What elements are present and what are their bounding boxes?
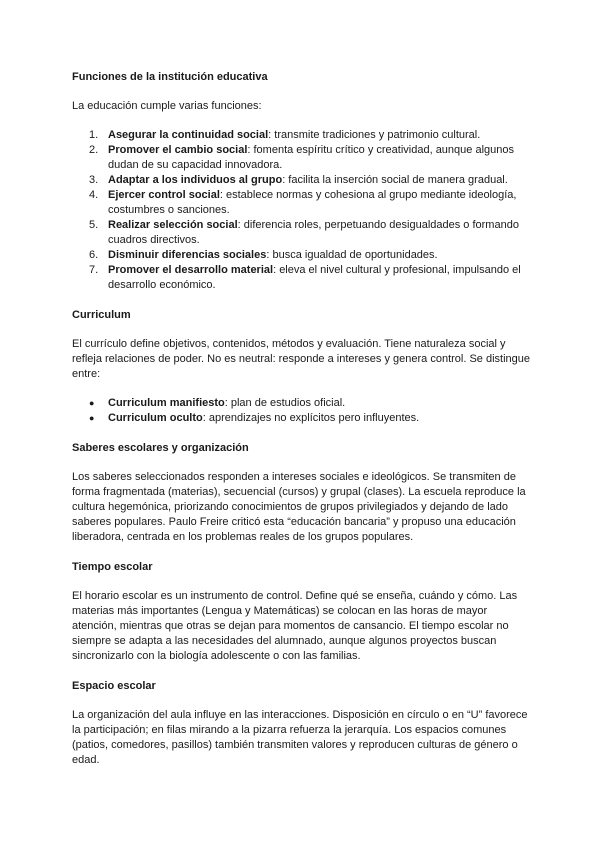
item-term: Curriculum oculto <box>108 412 203 424</box>
item-term: Promover el cambio social <box>108 144 248 156</box>
list-item <box>89 263 532 293</box>
list-number: 1. <box>89 129 99 141</box>
item-term: Adaptar a los individuos al grupo <box>108 174 283 186</box>
item-term: Realizar selección social <box>108 219 238 231</box>
item-text: : establece normas y cohesiona al grupo mediante ideología, costumbres o sanciones. <box>108 189 517 216</box>
page-title: Funciones de la institución educativa <box>72 71 268 83</box>
list-item <box>89 188 532 218</box>
saberes-heading: Saberes escolares y organización <box>72 442 249 454</box>
curriculum-list <box>72 396 532 426</box>
item-term: Promover el desarrollo material <box>108 264 274 276</box>
functions-list <box>72 128 532 293</box>
list-item <box>89 143 532 173</box>
item-text: : diferencia roles, perpetuando desigualdades o formando cuadros directivos. <box>108 219 519 246</box>
item-text: : busca igualdad de oportunidades. <box>266 249 438 261</box>
curriculum-paragraph: El currículo define objetivos, contenidos, métodos y evaluación. Tiene naturaleza social y refleja relaciones de poder. No es neutral: responde a intereses y genera control. Se distingue entre: <box>72 338 531 380</box>
list-item <box>89 411 532 426</box>
list-item <box>89 396 532 411</box>
item-term: Disminuir diferencias sociales <box>108 249 267 261</box>
bullet-icon: ● <box>89 413 95 423</box>
list-number: 6. <box>89 249 99 261</box>
saberes-paragraph: Los saberes seleccionados responden a intereses sociales e ideológicos. Se transmiten de forma fragmentada (materias), secuencial (cursos) y grupal (clases). La escuela reproduce la cultura hegemónica, priorizando conocimientos de grupos privilegiados y dejando de lado saberes populares. Paulo Freire criticó esta “educación bancaria” y propuso una educación liberadora, centrada en los problemas reales de los grupos populares. <box>72 471 526 543</box>
list-number: 7. <box>89 264 99 276</box>
espacio-paragraph: La organización del aula influye en las interacciones. Disposición en círculo o en “U” favorece la participación; en filas mirando a la pizarra refuerza la jerarquía. Los espacios comunes (patios, comedores, pasillos) también transmiten valores y reproducen culturas de género o edad. <box>72 709 528 766</box>
item-text: : facilita la inserción social de manera gradual. <box>282 174 508 186</box>
curriculum-heading: Curriculum <box>72 309 131 321</box>
item-text: : eleva el nivel cultural y profesional, impulsando el desarrollo económico. <box>108 264 521 291</box>
list-item <box>89 128 532 143</box>
item-text: : plan de estudios oficial. <box>224 397 346 409</box>
espacio-heading: Espacio escolar <box>72 680 156 692</box>
item-term: Curriculum manifiesto <box>108 397 225 409</box>
list-item <box>89 218 532 248</box>
bullet-icon: ● <box>89 398 95 408</box>
item-term: Ejercer control social <box>108 189 220 201</box>
list-item <box>89 248 532 263</box>
list-number: 3. <box>89 174 99 186</box>
intro-paragraph: La educación cumple varias funciones: <box>72 100 262 112</box>
item-text: : aprendizajes no explícitos pero influyentes. <box>202 412 420 424</box>
item-text: : fomenta espíritu crítico y creatividad, aunque algunos dudan de su capacidad innovadora. <box>108 144 514 171</box>
item-term: Asegurar la continuidad social <box>108 129 269 141</box>
list-number: 2. <box>89 144 99 156</box>
tiempo-paragraph: El horario escolar es un instrumento de control. Define qué se enseña, cuándo y cómo. Las materias más importantes (Lengua y Matemáticas) se colocan en las horas de mayor atención, mientras que otras se dejan para momentos de cansancio. El tiempo escolar no siempre se adapta a las necesidades del alumnado, aunque algunos proyectos buscan sincronizarlo con la biología adolescente o con las familias. <box>72 590 518 662</box>
item-text: : transmite tradiciones y patrimonio cultural. <box>268 129 481 141</box>
tiempo-heading: Tiempo escolar <box>72 561 153 573</box>
list-number: 4. <box>89 189 99 201</box>
list-item <box>89 173 532 188</box>
list-number: 5. <box>89 219 99 231</box>
document-page <box>72 70 532 768</box>
